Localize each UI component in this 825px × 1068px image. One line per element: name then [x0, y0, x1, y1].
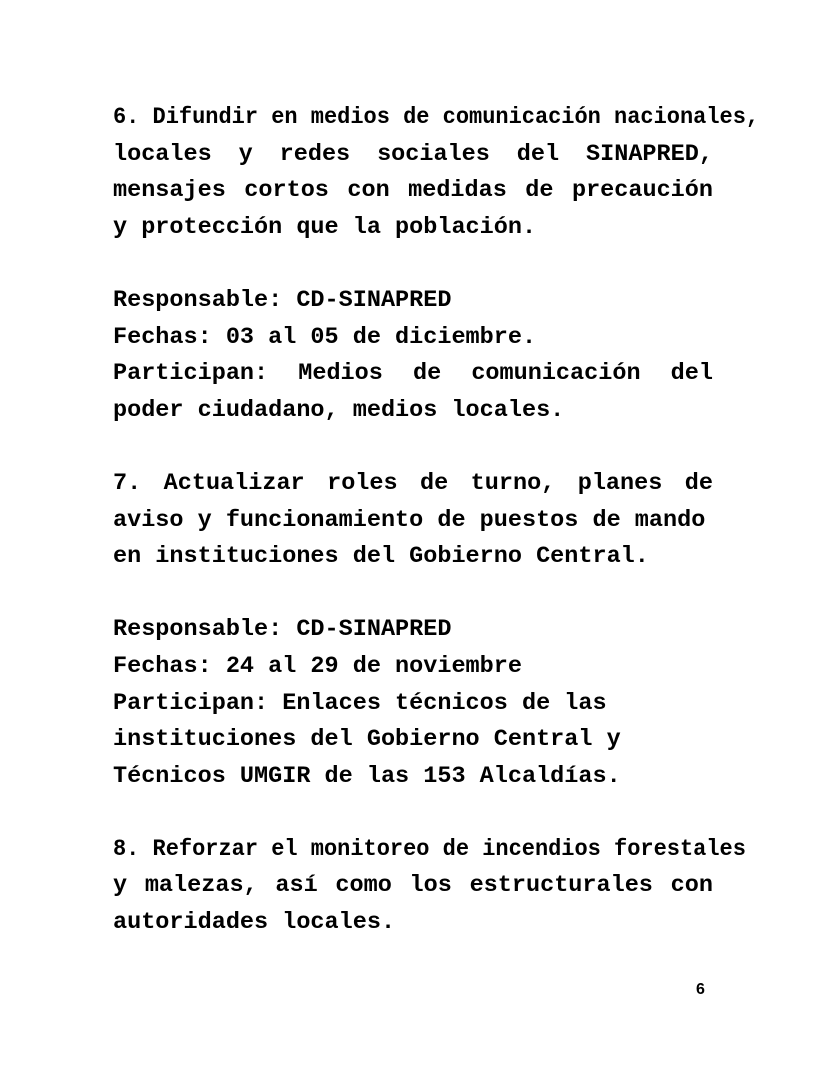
text-line: [113, 868, 713, 905]
text-word: roles: [327, 469, 398, 497]
text-word: redes: [279, 140, 351, 168]
text-line: instituciones del Gobierno Central y: [113, 726, 621, 754]
text-word: sociales: [377, 140, 490, 168]
text-line: en instituciones del Gobierno Central.: [113, 543, 649, 571]
text-word: así: [275, 872, 318, 900]
text-word: de: [420, 469, 449, 497]
text-word: estructurales: [469, 872, 653, 900]
text-line: [113, 137, 713, 174]
text-word: de: [525, 177, 554, 205]
text-word: como: [335, 872, 392, 900]
text-line: Responsable: CD-SINAPRED: [113, 286, 452, 314]
text-word: los: [409, 872, 452, 900]
text-word: Medios: [298, 360, 383, 388]
paragraph-detail-7: [113, 612, 713, 795]
document-body: [113, 100, 760, 942]
text-word: medidas: [408, 177, 507, 205]
text-word: comunicación: [471, 360, 641, 388]
text-line: Fechas: 24 al 29 de noviembre: [113, 652, 522, 680]
paragraph-detail-6: [113, 283, 713, 429]
text-word: turno,: [470, 469, 556, 497]
text-line: 6. Difundir en medios de comunicación nacionales,: [113, 104, 760, 131]
text-word: malezas,: [144, 872, 258, 900]
text-word: 7.: [113, 469, 142, 497]
text-word: cortos: [244, 177, 329, 205]
page-number: 6: [696, 981, 705, 998]
text-line: [113, 173, 713, 210]
text-word: mensajes: [113, 177, 226, 205]
text-word: precaución: [571, 177, 713, 205]
text-line: [113, 466, 713, 503]
text-line: y protección que la población.: [113, 213, 537, 241]
text-word: con: [670, 872, 713, 900]
text-line: poder ciudadano, medios locales.: [113, 396, 565, 424]
text-word: y: [113, 872, 128, 900]
text-line: Fechas: 03 al 05 de diciembre.: [113, 323, 537, 351]
text-line: Técnicos UMGIR de las 153 Alcaldías.: [113, 762, 621, 790]
text-word: del: [670, 360, 713, 388]
text-line: 8. Reforzar el monitoreo de incendios forestales: [113, 835, 746, 863]
text-word: de: [684, 469, 713, 497]
text-word: con: [347, 177, 390, 205]
text-word: y: [238, 140, 253, 168]
text-word: planes: [577, 469, 663, 497]
text-line: autoridades locales.: [113, 909, 396, 937]
text-line: aviso y funcionamiento de puestos de mando: [113, 506, 706, 534]
text-line: [113, 356, 713, 393]
text-word: Actualizar: [163, 469, 305, 497]
paragraph-item-6: [113, 100, 760, 246]
text-word: Participan:: [113, 360, 269, 388]
text-word: locales: [113, 140, 212, 168]
text-word: SINAPRED,: [586, 140, 713, 168]
paragraph-item-8: [113, 832, 746, 942]
text-word: de: [412, 360, 442, 388]
text-line: Participan: Enlaces técnicos de las: [113, 689, 607, 717]
paragraph-item-7: [113, 466, 713, 576]
text-line: Responsable: CD-SINAPRED: [113, 616, 452, 644]
text-word: del: [516, 140, 560, 168]
